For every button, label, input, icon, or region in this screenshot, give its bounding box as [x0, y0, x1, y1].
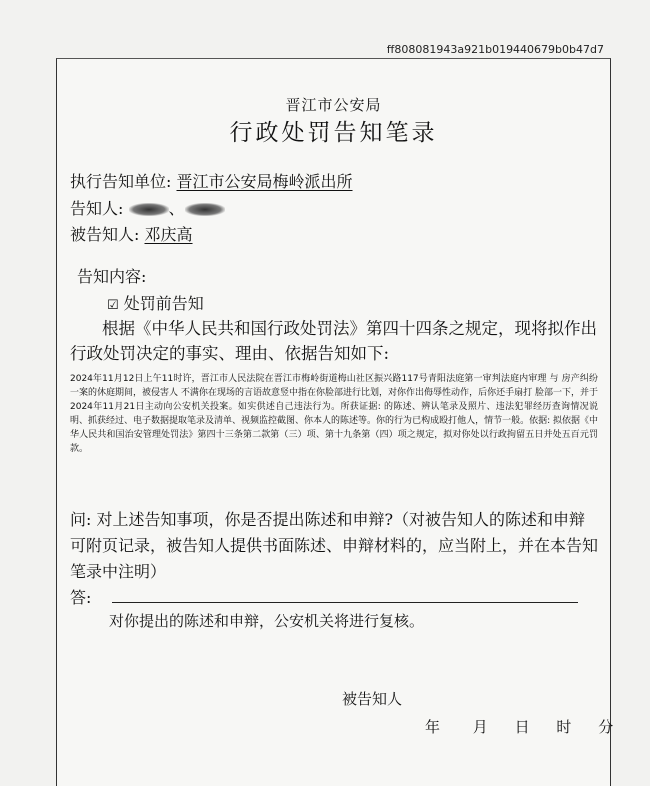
facts-paragraph: 2024年11月12日上午11时许，晋江市人民法院在晋江市梅岭街道梅山社区振兴路117号青阳法庭第一审判法庭内审理 与 房产纠纷一案的休庭期间，被侵害人 不满你在现场的言语故意竖中指在你脸部进行比划，对你作出侮辱性动作，后你还手扇打 脸部一下，并于2024年11月21日主动向公安机关投案。如实供述自己违法行为。所获证据: 的陈述、辨认笔录及照片、违法犯罪经历查询情况说明、抓获经过、电子数据提取笔录及清单、视频监控截图、你本人的陈述等。你的行为已构成殴打他人，情节一般。依据: 拟依据《中华人民共和国治安管理处罚法》第四十三条第二款第（三）项、第十九条第（四）项之规定，拟对你处以行政拘留五日并处五百元罚款。 [70, 374, 598, 454]
date-unit-year: 年 [425, 718, 441, 736]
question-paragraph: 问: 对上述告知事项，你是否提出陈述和申辩?（对被告知人的陈述和申辩可附页记录，被告知人提供书面陈述、申辩材料的，应当附上，并在本告知笔录中注明） [70, 510, 599, 581]
date-unit-month: 月 [472, 718, 488, 736]
content-label: 告知内容: [77, 267, 147, 286]
answer-label: 答: [70, 588, 92, 607]
answer-line [112, 602, 578, 603]
unit-row [70, 169, 353, 192]
signature-label: 被告知人 [342, 690, 403, 708]
intro-paragraph: 根据《中华人民共和国行政处罚法》第四十四条之规定，现将拟作出行政处罚决定的事实、理由、依据告知如下: [70, 319, 597, 363]
informer-row [70, 196, 225, 219]
informer-label: 告知人: [70, 199, 124, 218]
review-note: 对你提出的陈述和申辩，公安机关将进行复核。 [109, 612, 425, 630]
date-unit-minute: 分 [598, 718, 614, 736]
document-id: ff808081943a921b019440679b0b47d7 [386, 43, 604, 56]
unit-label: 执行告知单位: [70, 172, 172, 191]
unit-value: 晋江市公安局梅岭派出所 [176, 172, 353, 191]
informed-label: 被告知人: [70, 225, 140, 244]
date-unit-hour: 时 [556, 718, 572, 736]
checkbox-icon: ☑ [107, 298, 119, 313]
redaction-mark [129, 203, 169, 216]
date-unit-day: 日 [514, 718, 530, 736]
checkbox-row [107, 291, 204, 314]
informed-value: 邓庆高 [144, 225, 193, 244]
document-title: 行政处罚告知笔录 [229, 120, 438, 146]
informer-separator: 、 [168, 199, 185, 218]
notice-page [56, 58, 614, 786]
redaction-mark [185, 203, 225, 216]
checkbox-label: 处罚前告知 [123, 294, 204, 313]
issuing-authority: 晋江市公安局 [285, 96, 382, 114]
informed-row [70, 222, 193, 245]
date-row [425, 716, 613, 737]
